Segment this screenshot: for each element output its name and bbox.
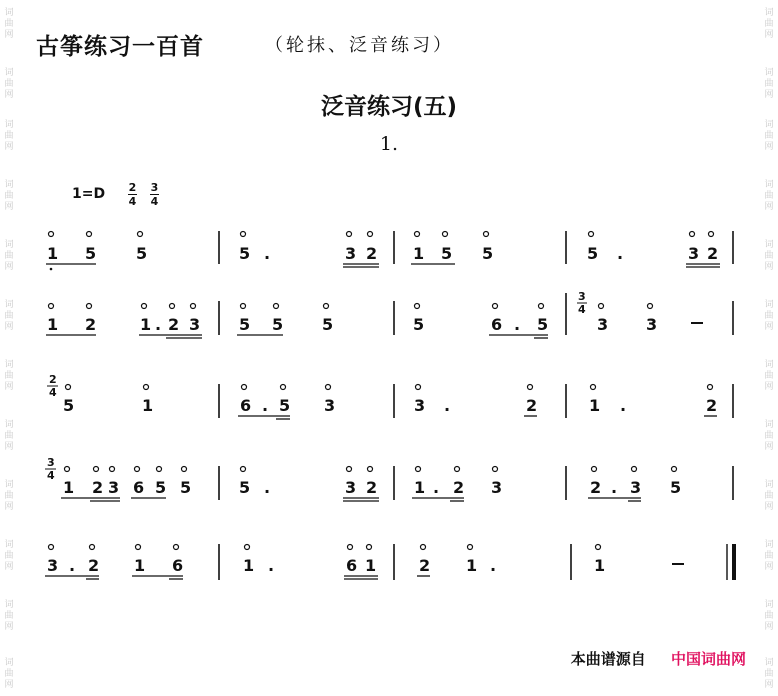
score-row-1 (46, 231, 733, 270)
harmonic-mark (484, 232, 489, 237)
harmonic-mark (326, 385, 331, 390)
note: 5 (239, 244, 251, 263)
note: 5 (413, 315, 425, 334)
note: 1 (140, 315, 152, 334)
harmonic-mark (324, 304, 329, 309)
harmonic-mark (241, 304, 246, 309)
note: 1 (414, 478, 426, 497)
harmonic-mark (241, 232, 246, 237)
score-row-2 (46, 290, 733, 338)
note: 3 (345, 244, 357, 263)
note: 3 (688, 244, 700, 263)
note: 3 (189, 315, 201, 334)
note: 6 (172, 556, 184, 575)
harmonic-mark (709, 232, 714, 237)
note: 2 (366, 478, 378, 497)
note: 5 (441, 244, 453, 263)
watermark-left-9: 词 曲 网 (4, 480, 14, 512)
note: 5 (587, 244, 599, 263)
dot: . (264, 478, 271, 497)
harmonic-mark (648, 304, 653, 309)
book-subtitle: （轮抹、泛音练习） (265, 35, 454, 56)
note: 1 (63, 478, 75, 497)
harmonic-mark (274, 304, 279, 309)
watermark-right-12: 词 曲 网 (764, 658, 774, 690)
site-link[interactable]: 中国词曲网 (670, 650, 746, 668)
harmonic-mark (242, 385, 247, 390)
harmonic-mark (182, 467, 187, 472)
meter-mark: 3 (578, 290, 586, 303)
note: 1 (142, 396, 154, 415)
watermark-right-4: 词 曲 网 (764, 180, 774, 212)
watermark-left-1: 词 曲 网 (4, 8, 14, 40)
harmonic-mark (110, 467, 115, 472)
note: 3 (630, 478, 642, 497)
note: 6 (491, 315, 503, 334)
note: 1 (134, 556, 146, 575)
note: 5 (155, 478, 167, 497)
note: 5 (279, 396, 291, 415)
note: 3 (345, 478, 357, 497)
note: 5 (322, 315, 334, 334)
note: 2 (419, 556, 431, 575)
harmonic-mark (421, 545, 426, 550)
harmonic-mark (592, 467, 597, 472)
harmonic-mark (599, 304, 604, 309)
note: 5 (180, 478, 192, 497)
meter-numerator: 2 (128, 181, 137, 194)
watermark-right-11: 词 曲 网 (764, 600, 774, 632)
piece-number: 1. (379, 133, 399, 155)
note: 2 (366, 244, 378, 263)
note: 6 (346, 556, 358, 575)
harmonic-mark (174, 545, 179, 550)
harmonic-mark (415, 304, 420, 309)
watermark-left-7: 词 曲 网 (4, 360, 14, 392)
harmonic-mark (708, 385, 713, 390)
note: 2 (88, 556, 100, 575)
harmonic-mark (367, 545, 372, 550)
harmonic-mark (672, 467, 677, 472)
watermark-right-9: 词 曲 网 (764, 480, 774, 512)
meter-numerator: 3 (150, 181, 159, 194)
harmonic-mark (90, 545, 95, 550)
note: 2 (85, 315, 97, 334)
watermark-left-11: 词 曲 网 (4, 600, 14, 632)
note: 3 (597, 315, 609, 334)
watermark-right-10: 词 曲 网 (764, 540, 774, 572)
meter-mark: 4 (49, 386, 57, 399)
note: 3 (324, 396, 336, 415)
harmonic-mark (493, 304, 498, 309)
harmonic-mark (245, 545, 250, 550)
score-row-4 (45, 456, 733, 501)
low-dot (50, 268, 53, 271)
harmonic-mark (416, 467, 421, 472)
watermark-left-4: 词 曲 网 (4, 180, 14, 212)
dot: . (268, 556, 275, 575)
harmonic-mark (49, 545, 54, 550)
note: 6 (240, 396, 252, 415)
note: 5 (482, 244, 494, 263)
harmonic-mark (191, 304, 196, 309)
harmonic-mark (281, 385, 286, 390)
dot: . (433, 478, 440, 497)
note: 1 (365, 556, 377, 575)
note: 5 (239, 478, 251, 497)
harmonic-mark (87, 232, 92, 237)
harmonic-mark (66, 385, 71, 390)
harmonic-mark (539, 304, 544, 309)
note: 1 (589, 396, 601, 415)
harmonic-mark (368, 232, 373, 237)
harmonic-mark (416, 385, 421, 390)
dot: . (444, 396, 451, 415)
dot: . (490, 556, 497, 575)
harmonic-mark (87, 304, 92, 309)
watermark-right-8: 词 曲 网 (764, 420, 774, 452)
harmonic-mark (415, 232, 420, 237)
watermark-left-6: 词 曲 网 (4, 300, 14, 332)
harmonic-mark (347, 232, 352, 237)
note: 1 (243, 556, 255, 575)
note: 2 (453, 478, 465, 497)
watermark-right-1: 词 曲 网 (764, 8, 774, 40)
harmonic-mark (142, 304, 147, 309)
key-signature: 1=D (72, 186, 106, 202)
note: 1 (47, 315, 59, 334)
piece-title: 泛音练习(五) (320, 94, 458, 120)
harmonic-mark (65, 467, 70, 472)
note: 2 (590, 478, 602, 497)
note: 1 (47, 244, 59, 263)
note: 5 (537, 315, 549, 334)
score-row-3 (47, 373, 733, 419)
harmonic-mark (49, 304, 54, 309)
note: 5 (85, 244, 97, 263)
harmonic-mark (443, 232, 448, 237)
note: 3 (646, 315, 658, 334)
watermark-left-5: 词 曲 网 (4, 240, 14, 272)
harmonic-mark (347, 467, 352, 472)
harmonic-mark (493, 467, 498, 472)
note: 3 (47, 556, 59, 575)
watermark-right-6: 词 曲 网 (764, 300, 774, 332)
dot: . (264, 244, 271, 263)
harmonic-mark (144, 385, 149, 390)
watermark-left-2: 词 曲 网 (4, 68, 14, 100)
dot: . (514, 315, 521, 334)
harmonic-mark (348, 545, 353, 550)
harmonic-mark (468, 545, 473, 550)
note: 2 (706, 396, 718, 415)
harmonic-mark (591, 385, 596, 390)
harmonic-mark (241, 467, 246, 472)
watermark-left-8: 词 曲 网 (4, 420, 14, 452)
watermark-left-12: 词 曲 网 (4, 658, 14, 690)
meter-mark: 4 (47, 469, 55, 482)
watermark-left-10: 词 曲 网 (4, 540, 14, 572)
meter-mark: 3 (47, 456, 55, 469)
note: 5 (670, 478, 682, 497)
dot: . (617, 244, 624, 263)
note: 5 (272, 315, 284, 334)
note: 3 (414, 396, 426, 415)
harmonic-mark (589, 232, 594, 237)
note: 3 (108, 478, 120, 497)
harmonic-mark (596, 545, 601, 550)
meter-mark: 4 (578, 303, 586, 316)
harmonic-mark (138, 232, 143, 237)
watermark-right-5: 词 曲 网 (764, 240, 774, 272)
meter-mark: 2 (49, 373, 57, 386)
harmonic-mark (455, 467, 460, 472)
note: 1 (466, 556, 478, 575)
note: 2 (707, 244, 719, 263)
note: 6 (133, 478, 145, 497)
book-title: 古筝练习一百首 (36, 34, 204, 60)
note: 1 (413, 244, 425, 263)
note: 3 (491, 478, 503, 497)
source-label: 本曲谱源自 (570, 650, 646, 668)
harmonic-mark (632, 467, 637, 472)
harmonic-mark (528, 385, 533, 390)
harmonic-mark (170, 304, 175, 309)
note: 2 (168, 315, 180, 334)
meter-denominator: 4 (150, 195, 159, 208)
note: 1 (594, 556, 606, 575)
harmonic-mark (157, 467, 162, 472)
harmonic-mark (368, 467, 373, 472)
watermark-right-3: 词 曲 网 (764, 120, 774, 152)
dot: . (69, 556, 76, 575)
note: 5 (136, 244, 148, 263)
harmonic-mark (690, 232, 695, 237)
harmonic-mark (135, 467, 140, 472)
note: 5 (63, 396, 75, 415)
dot: . (155, 315, 162, 334)
source-footer (571, 648, 746, 669)
harmonic-mark (94, 467, 99, 472)
dot: . (611, 478, 618, 497)
meter-denominator: 4 (128, 195, 137, 208)
note: 2 (526, 396, 538, 415)
watermark-left-3: 词 曲 网 (4, 120, 14, 152)
harmonic-mark (136, 545, 141, 550)
score-row-5 (45, 544, 734, 580)
dot: . (262, 396, 269, 415)
dot: . (620, 396, 627, 415)
watermark-right-7: 词 曲 网 (764, 360, 774, 392)
note: 2 (92, 478, 104, 497)
note: 5 (239, 315, 251, 334)
watermark-right-2: 词 曲 网 (764, 68, 774, 100)
harmonic-mark (49, 232, 54, 237)
